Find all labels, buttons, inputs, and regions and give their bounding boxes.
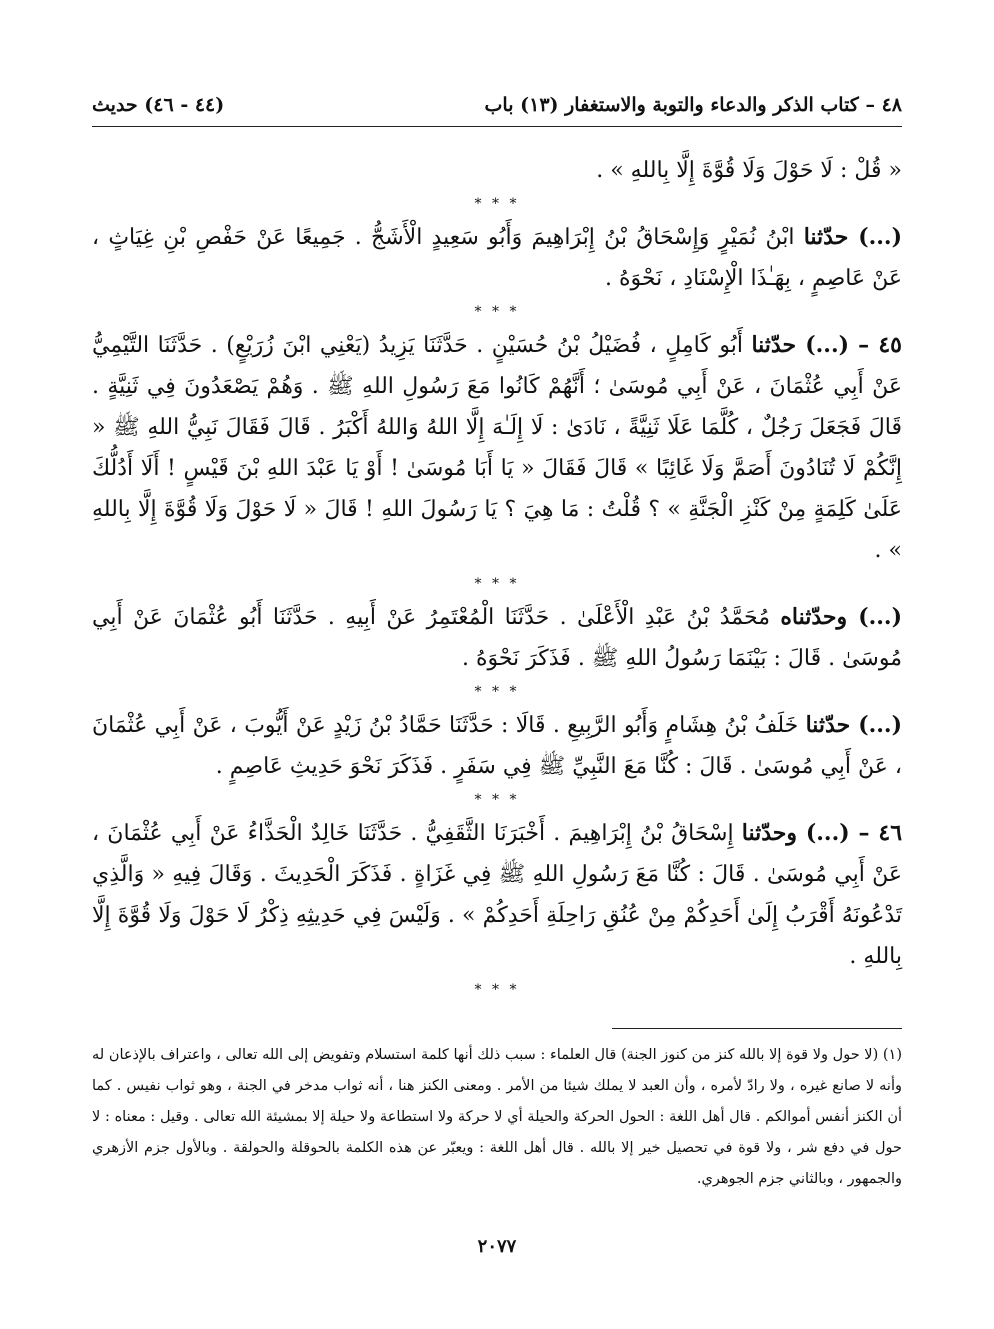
main-text <box>92 150 902 1003</box>
footnote <box>92 1040 902 1195</box>
hadith-lead: (...) حدّثنا <box>805 712 902 738</box>
hadith-lead: (...) حدّثنا <box>803 224 903 250</box>
footnote-rule <box>612 1028 902 1029</box>
header-hadith-range: (٤٤ - ٤٦) حديث <box>92 94 225 116</box>
hadith-paragraph <box>92 217 902 299</box>
hadith-paragraph <box>92 705 902 787</box>
hadith-text: إِسْحَاقُ بْنُ إِبْرَاهِيمَ . أَخْبَرَنَا الثَّقَفِيُّ . حَدَّثَنَا خَالِدٌ الْحَذَّاءُ عَنْ أَبِي عُثْمَانَ ، عَنْ أَبِي مُوسَىٰ . قَالَ : كُنَّا مَعَ رَسُولِ اللهِ ﷺ فِي غَزَاةٍ . فَذَكَرَ الْحَدِيثَ . وَقَالَ فِيهِ « وَالَّذِي تَدْعُونَهُ أَقْرَبُ إِلَىٰ أَحَدِكُمْ مِنْ عُنُقِ رَاحِلَةِ أَحَدِكُمْ » . وَلَيْسَ فِي حَدِيثِهِ ذِكْرُ لَا حَوْلَ وَلَا قُوَّةَ إِلَّا بِاللهِ . <box>92 821 902 969</box>
hadith-paragraph <box>92 325 902 571</box>
hadith-lead: (...) وحدّثناه <box>780 604 902 630</box>
running-header <box>92 88 902 122</box>
section-separator: * * * <box>474 982 520 998</box>
hadith-paragraph <box>92 813 902 977</box>
page-number: ٢٠٧٧ <box>477 1236 517 1257</box>
hadith-lead: ٤٦ – (...) وحدّثنا <box>741 820 903 846</box>
hadith-paragraph <box>92 597 902 679</box>
section-separator: * * * <box>474 196 520 212</box>
section-separator: * * * <box>474 304 520 320</box>
section-separator: * * * <box>474 792 520 808</box>
footnote-text: (١) (لا حول ولا قوة إلا بالله كنز من كنوز الجنة) قال العلماء : سبب ذلك أنها كلمة استسلام وتفويض إلى الله تعالى ، واعتراف بالإذعان له وأنه لا صانع غيره ، ولا رادّ لأمره ، وأن العبد لا يملك شيئا من الأمر . ومعنى الكنز هنا ، أنه ثواب مدخر في الجنة ، وهو ثواب نفيس . كما أن الكنز أنفس أموالكم . قال أهل اللغة : الحول الحركة والحيلة أي لا حركة ولا استطاعة ولا حيلة إلا بمشيئة الله تعالى . وقيل : معناه : لا حول في دفع شر ، ولا قوة في تحصيل خير إلا بالله . قال أهل اللغة : ويعبّر عن هذه الكلمة بالحوقلة والحولقة . وبالأول جزم الأزهري والجمهور ، وبالثاني جزم الجوهري. <box>92 1047 902 1187</box>
hadith-text: أَبُو كَامِلٍ ، فُضَيْلُ بْنُ حُسَيْنٍ . حَدَّثَنَا يَزِيدُ (يَعْنِي ابْنَ زُرَيْعٍ) . حَدَّثَنَا التَّيْمِيُّ عَنْ أَبِي عُثْمَانَ ، عَنْ أَبِي مُوسَىٰ ؛ أَنَّهُمْ كَانُوا مَعَ رَسُولِ اللهِ ﷺ . وَهُمْ يَصْعَدُونَ فِي ثَنِيَّةٍ . قَالَ فَجَعَلَ رَجُلٌ ، كُلَّمَا عَلَا ثَنِيَّةً ، نَادَىٰ : لَا إِلَـٰهَ إِلَّا اللهُ وَاللهُ أَكْبَرُ . قَالَ فَقَالَ نَبِيُّ اللهِ ﷺ « إِنَّكُمْ لَا تُنَادُونَ أَصَمَّ وَلَا غَائِبًا » قَالَ فَقَالَ « يَا أَبَا مُوسَىٰ ! أَوْ يَا عَبْدَ اللهِ بْنَ قَيْسٍ ! أَلَا أَدُلُّكَ عَلَىٰ كَلِمَةٍ مِنْ كَنْزِ الْجَنَّةِ » ؟ قُلْتُ : مَا هِيَ ؟ يَا رَسُولَ اللهِ ! قَالَ « لَا حَوْلَ وَلَا قُوَّةَ إِلَّا بِاللهِ » . <box>92 333 902 563</box>
hadith-text: مُحَمَّدُ بْنُ عَبْدِ الْأَعْلَىٰ . حَدَّثَنَا الْمُعْتَمِرُ عَنْ أَبِيهِ . حَدَّثَنَا أَبُو عُثْمَانَ عَنْ أَبِي مُوسَىٰ . قَالَ : بَيْنَمَا رَسُولُ اللهِ ﷺ . فَذَكَرَ نَحْوَهُ . <box>92 605 902 671</box>
section-separator: * * * <box>474 684 520 700</box>
header-chapter-title: ٤٨ – كتاب الذكر والدعاء والتوبة والاستغفار (١٣) باب <box>484 94 902 116</box>
hadith-lead: ٤٥ – (...) حدّثنا <box>751 332 902 358</box>
hadith-text: ابْنُ نُمَيْرٍ وَإِسْحَاقُ بْنُ إِبْرَاهِيمَ وَأَبُو سَعِيدٍ الْأَشَجُّ . جَمِيعًا عَنْ حَفْصِ بْنِ غِيَاثٍ ، عَنْ عَاصِمٍ ، بِهَـٰذَا الْإِسْنَادِ ، نَحْوَهُ . <box>92 225 902 291</box>
header-rule <box>92 126 902 127</box>
section-separator: * * * <box>474 576 520 592</box>
hadith-text: خَلَفُ بْنُ هِشَامٍ وَأَبُو الرَّبِيعِ . قَالَا : حَدَّثَنَا حَمَّادُ بْنُ زَيْدٍ عَنْ أَيُّوبَ ، عَنْ أَبِي عُثْمَانَ ، عَنْ أَبِي مُوسَىٰ . قَالَ : كُنَّا مَعَ النَّبِيِّ ﷺ فِي سَفَرٍ . فَذَكَرَ نَحْوَ حَدِيثِ عَاصِمٍ . <box>92 713 902 779</box>
text-line: « قُلْ : لَا حَوْلَ وَلَا قُوَّةَ إِلَّا بِاللهِ » . <box>596 158 902 183</box>
